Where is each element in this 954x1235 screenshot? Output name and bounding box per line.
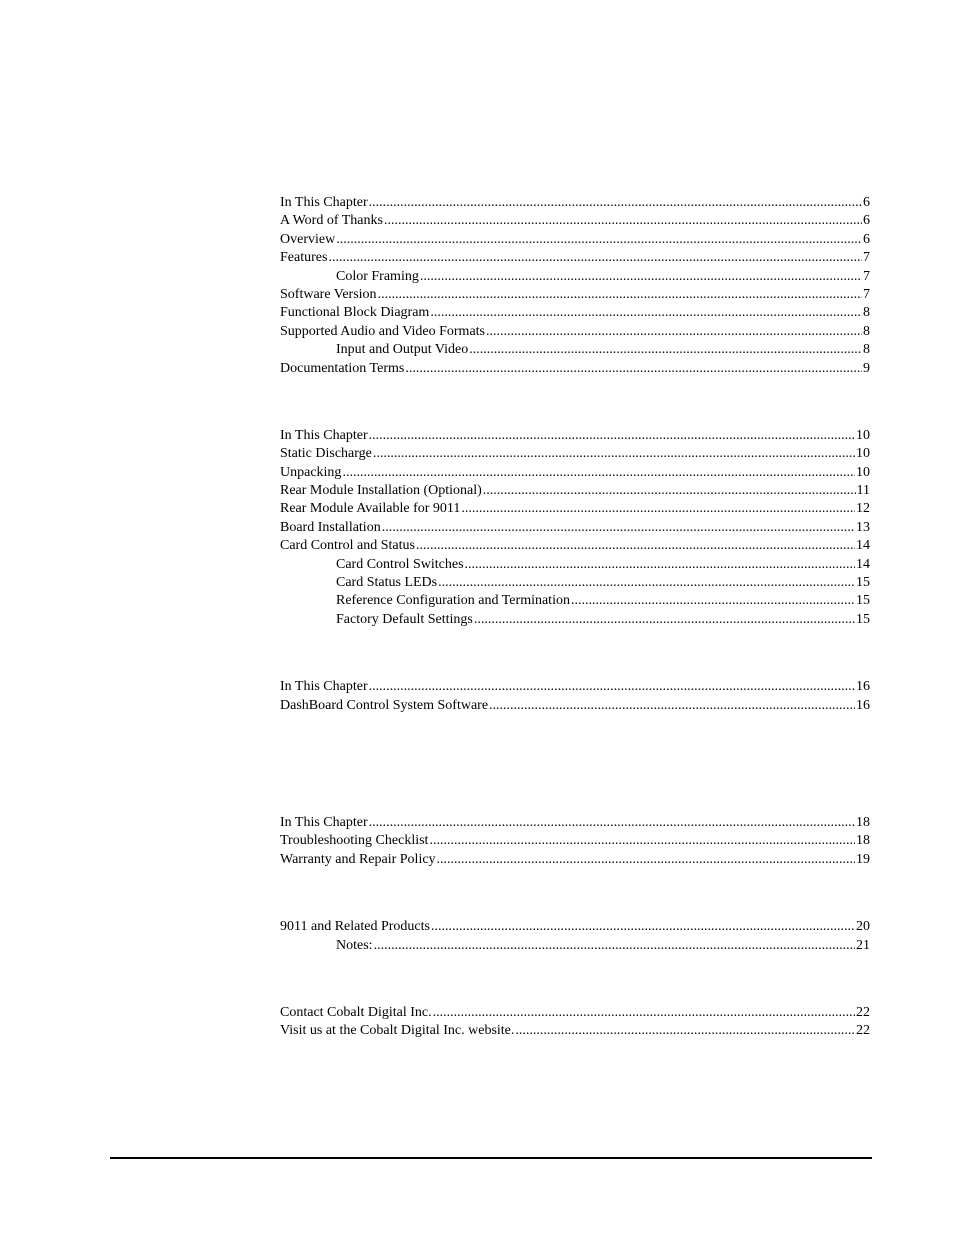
toc-leader-dots <box>374 937 855 955</box>
toc-entry-title: In This Chapter <box>280 427 368 443</box>
toc-entry-title: Unpacking <box>280 464 342 480</box>
toc-entry-page-number: 19 <box>856 851 870 867</box>
toc-leader-dots <box>431 918 855 936</box>
toc-entry-title: Overview <box>280 231 336 247</box>
toc-entry-page-number: 6 <box>863 231 870 247</box>
toc-entry-title: In This Chapter <box>280 195 368 210</box>
toc-entry-title: Troubleshooting Checklist <box>280 833 429 849</box>
toc-entry[interactable] <box>280 268 870 286</box>
toc-entry[interactable] <box>280 678 870 696</box>
toc-entry[interactable] <box>280 212 870 230</box>
toc-entry[interactable] <box>280 574 870 592</box>
toc-entry-title: Rear Module Installation (Optional) <box>280 483 482 499</box>
toc-entry[interactable] <box>280 918 870 936</box>
toc-entry-title: Rear Module Available for 9011 <box>280 501 461 517</box>
toc-leader-dots <box>342 464 855 482</box>
toc-entry-page-number: 8 <box>863 342 870 358</box>
footer-rule <box>110 1157 872 1159</box>
toc-entry[interactable] <box>280 427 870 445</box>
toc-leader-dots <box>438 574 855 592</box>
toc-entry[interactable] <box>280 697 870 715</box>
toc-entry[interactable] <box>280 1022 870 1040</box>
toc-entry-title: Card Control and Status <box>280 538 415 554</box>
toc-entry-page-number: 15 <box>856 611 870 627</box>
toc-entry[interactable] <box>280 851 870 869</box>
toc-entry-title: 9011 and Related Products <box>280 919 430 935</box>
toc-entry-title: Card Status LEDs <box>336 575 438 591</box>
toc-leader-dots <box>465 556 855 574</box>
toc-entry-title: Static Discharge <box>280 446 372 462</box>
toc-entry-page-number: 14 <box>856 538 870 554</box>
toc-entry-title: Factory Default Settings <box>336 611 473 627</box>
toc-entry-title: Supported Audio and Video Formats <box>280 323 486 339</box>
toc-entry-page-number: 16 <box>856 697 870 713</box>
toc-leader-dots <box>433 1004 855 1022</box>
toc-leader-dots <box>336 231 862 249</box>
table-of-contents <box>280 194 870 1041</box>
toc-entry-page-number: 16 <box>856 679 870 695</box>
toc-leader-dots <box>571 592 855 610</box>
toc-leader-dots <box>416 537 855 555</box>
toc-section-5 <box>280 918 870 955</box>
toc-entry-title: Input and Output Video <box>336 342 469 358</box>
toc-entry[interactable] <box>280 832 870 850</box>
toc-entry-title: Contact Cobalt Digital Inc. <box>280 1004 432 1020</box>
toc-entry[interactable] <box>280 482 870 500</box>
toc-entry-title: In This Chapter <box>280 814 368 830</box>
toc-entry-title: Card Control Switches <box>336 556 464 572</box>
toc-section-6 <box>280 1004 870 1041</box>
toc-entry[interactable] <box>280 519 870 537</box>
toc-entry-page-number: 20 <box>856 919 870 935</box>
toc-entry[interactable] <box>280 249 870 267</box>
toc-leader-dots <box>437 851 855 869</box>
toc-leader-dots <box>378 286 862 304</box>
toc-leader-dots <box>420 268 862 286</box>
toc-entry-title: Software Version <box>280 286 377 302</box>
toc-leader-dots <box>474 611 855 629</box>
toc-entry[interactable] <box>280 286 870 304</box>
toc-entry-page-number: 11 <box>856 483 870 499</box>
toc-entry[interactable] <box>280 556 870 574</box>
toc-entry-page-number: 22 <box>856 1004 870 1020</box>
toc-entry-page-number: 12 <box>856 501 870 517</box>
toc-entry-page-number: 22 <box>856 1023 870 1039</box>
toc-entry-page-number: 15 <box>856 575 870 591</box>
toc-entry[interactable] <box>280 445 870 463</box>
toc-entry-page-number: 9 <box>863 360 870 376</box>
toc-entry[interactable] <box>280 814 870 832</box>
toc-leader-dots <box>461 500 855 518</box>
toc-entry-title: A Word of Thanks <box>280 213 383 229</box>
toc-entry-title: Color Framing <box>336 268 419 284</box>
toc-entry-page-number: 14 <box>856 556 870 572</box>
toc-entry-page-number: 13 <box>856 519 870 535</box>
toc-leader-dots <box>369 814 855 832</box>
toc-entry-title: Board Installation <box>280 519 381 535</box>
toc-entry-page-number: 7 <box>863 268 870 284</box>
toc-leader-dots <box>486 323 862 341</box>
toc-section-1 <box>280 194 870 378</box>
toc-entry-page-number: 10 <box>856 446 870 462</box>
toc-section-2 <box>280 427 870 629</box>
toc-leader-dots <box>515 1022 855 1040</box>
toc-entry[interactable] <box>280 194 870 212</box>
toc-leader-dots <box>369 194 862 212</box>
toc-leader-dots <box>369 678 855 696</box>
toc-leader-dots <box>369 427 855 445</box>
toc-entry[interactable] <box>280 231 870 249</box>
toc-entry[interactable] <box>280 360 870 378</box>
toc-entry-title: Documentation Terms <box>280 360 405 376</box>
toc-leader-dots <box>373 445 855 463</box>
toc-entry[interactable] <box>280 611 870 629</box>
toc-entry-title: Visit us at the Cobalt Digital Inc. website. <box>280 1023 515 1039</box>
toc-leader-dots <box>483 482 856 500</box>
toc-leader-dots <box>469 341 862 359</box>
toc-entry-page-number: 7 <box>863 250 870 266</box>
toc-entry-title: Notes: <box>336 937 373 953</box>
toc-entry-page-number: 10 <box>856 427 870 443</box>
toc-section-4 <box>280 814 870 869</box>
toc-leader-dots <box>430 304 862 322</box>
toc-entry-page-number: 21 <box>856 937 870 953</box>
toc-leader-dots <box>429 832 855 850</box>
toc-entry[interactable] <box>280 464 870 482</box>
toc-entry-page-number: 6 <box>863 195 870 210</box>
toc-entry-page-number: 18 <box>856 814 870 830</box>
toc-leader-dots <box>328 249 862 267</box>
toc-entry[interactable] <box>280 341 870 359</box>
toc-leader-dots <box>384 212 862 230</box>
toc-entry-page-number: 7 <box>863 286 870 302</box>
toc-entry[interactable] <box>280 323 870 341</box>
toc-entry[interactable] <box>280 537 870 555</box>
toc-section-3 <box>280 678 870 715</box>
toc-entry-title: DashBoard Control System Software <box>280 697 489 713</box>
toc-entry-page-number: 10 <box>856 464 870 480</box>
toc-entry-title: In This Chapter <box>280 679 368 695</box>
toc-entry[interactable] <box>280 304 870 322</box>
toc-entry-title: Functional Block Diagram <box>280 305 430 321</box>
toc-entry-page-number: 6 <box>863 213 870 229</box>
toc-leader-dots <box>382 519 855 537</box>
toc-entry[interactable] <box>280 1004 870 1022</box>
toc-entry[interactable] <box>280 937 870 955</box>
toc-entry-page-number: 8 <box>863 305 870 321</box>
toc-leader-dots <box>489 697 855 715</box>
toc-entry-page-number: 15 <box>856 593 870 609</box>
toc-entry-title: Warranty and Repair Policy <box>280 851 436 867</box>
toc-entry-page-number: 18 <box>856 833 870 849</box>
toc-entry-title: Reference Configuration and Termination <box>336 593 570 609</box>
toc-leader-dots <box>405 360 862 378</box>
toc-entry-page-number: 8 <box>863 323 870 339</box>
toc-entry[interactable] <box>280 500 870 518</box>
toc-entry-title: Features <box>280 250 328 266</box>
toc-entry[interactable] <box>280 592 870 610</box>
